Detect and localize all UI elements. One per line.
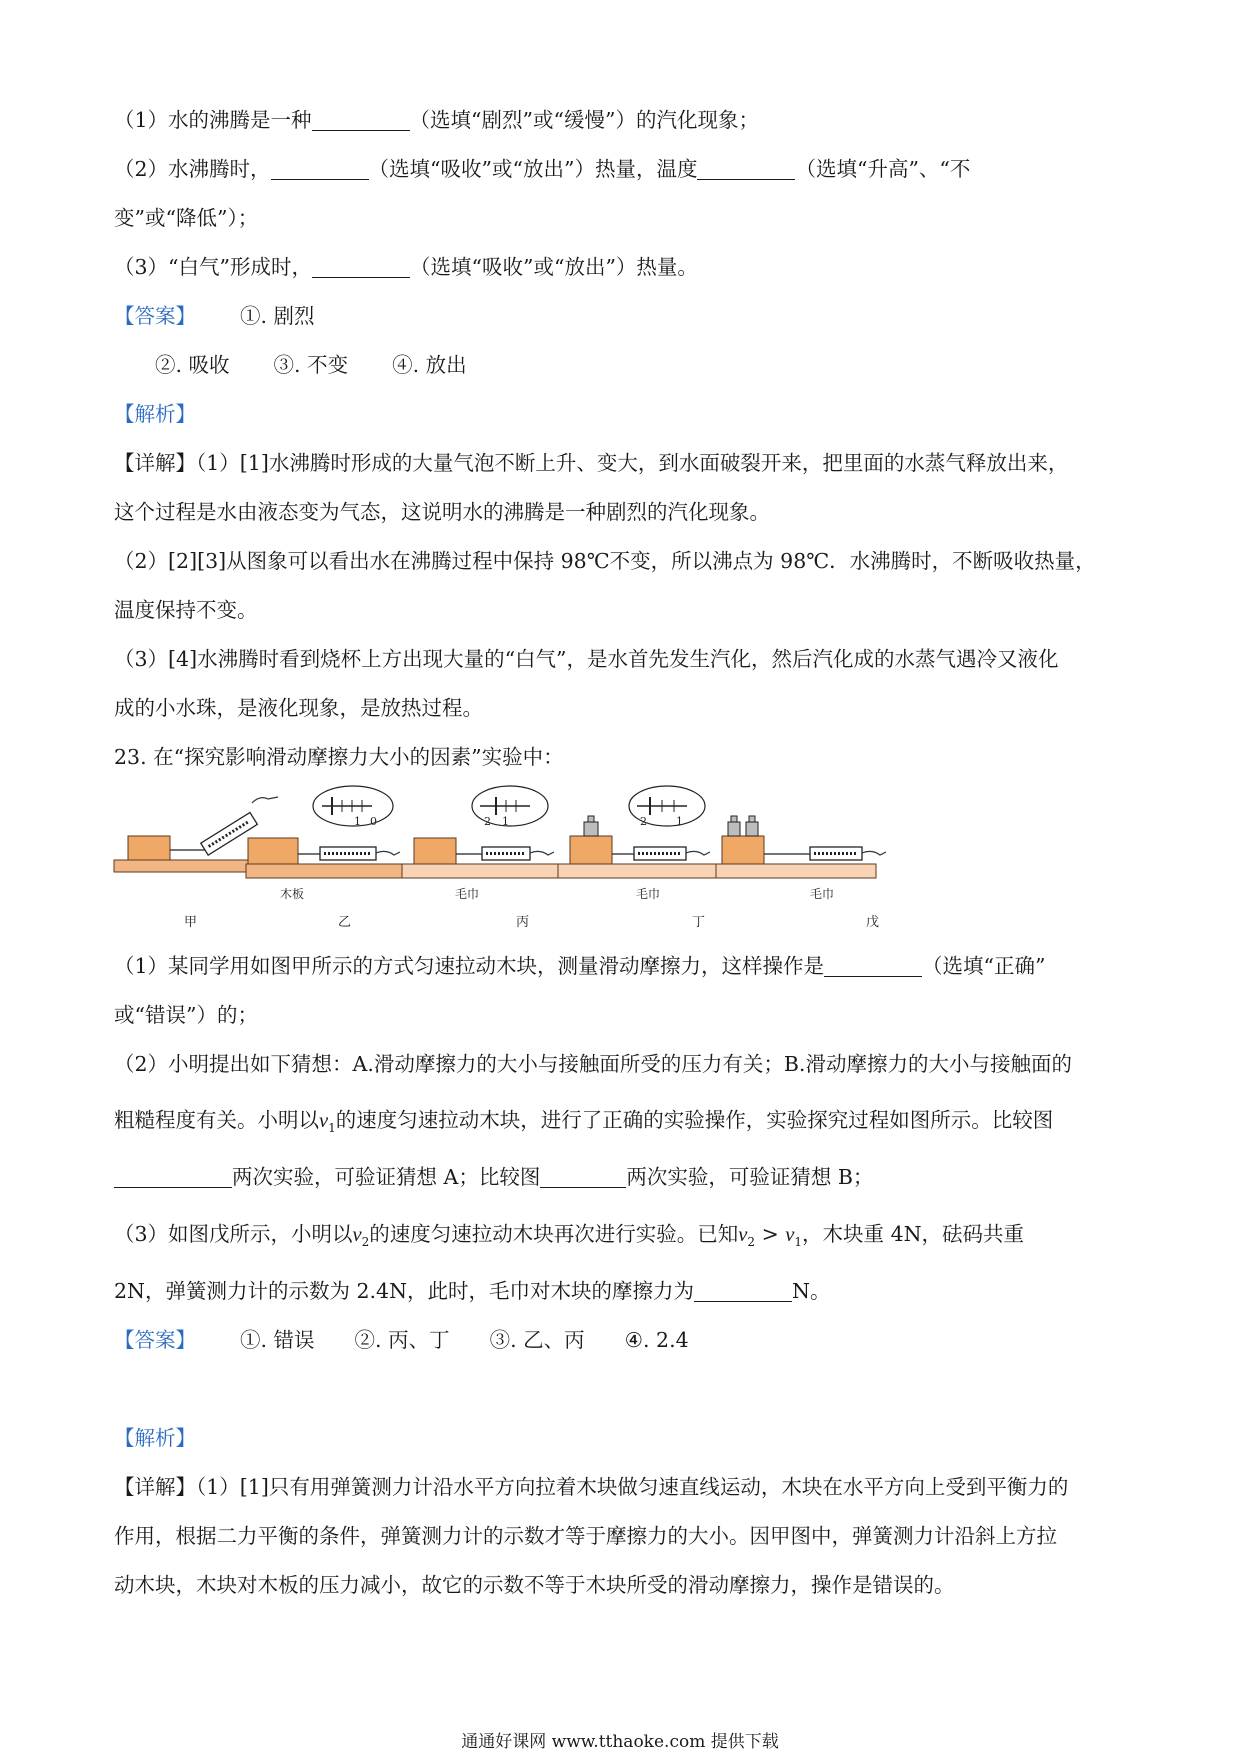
friction-experiment-figure xyxy=(110,780,990,940)
q23-detail1: 【详解】（1）[1]只有用弹簧测力计沿水平方向拉着木块做匀速直线运动，木块在水平方向上受到平衡力的 xyxy=(114,1475,1069,1499)
q23-sub3a: （3）如图戊所示，小明以$v_2$的速度匀速拉动木块再次进行实验。已知$v_2 > v_1$，木块重 4N，砝码共重 xyxy=(114,1222,1025,1250)
surface-label: 毛巾 xyxy=(455,887,480,901)
q23-sub1: （1）某同学用如图甲所示的方式匀速拉动木块，测量滑动摩擦力，这样操作是 （选填“正确” xyxy=(114,954,1046,978)
answer-blank[interactable] xyxy=(312,257,410,278)
scale-digit: 2 xyxy=(484,815,491,828)
q22-detail3b: 成的小水珠，是液化现象，是放热过程。 xyxy=(114,696,483,720)
q22-sub3: （3）“白气”形成时， （选填“吸收”或“放出”）热量。 xyxy=(114,255,698,279)
hand-icon xyxy=(376,851,400,855)
setup-wu xyxy=(716,816,886,878)
surface-label: 毛巾 xyxy=(810,887,835,901)
scale-digit: 1 xyxy=(502,815,509,828)
scale-digit: 2 xyxy=(640,815,647,828)
wooden-board xyxy=(246,864,404,878)
q22-sub2: （2）水沸腾时， （选填“吸收”或“放出”）热量，温度 （选填“升高”、“不 xyxy=(114,157,971,181)
towel-surface xyxy=(558,864,718,878)
answer-blank[interactable] xyxy=(694,1281,792,1302)
surface-label: 毛巾 xyxy=(636,887,661,901)
wooden-block xyxy=(414,838,456,864)
figure-caption: 乙 xyxy=(338,915,352,930)
weight-icon xyxy=(746,822,758,836)
wooden-block xyxy=(248,838,298,864)
hand-icon xyxy=(862,851,886,855)
q22-sub2-cont: 变”或“降低”）； xyxy=(114,206,259,230)
answer-blank[interactable] xyxy=(824,956,922,977)
answer-blank[interactable] xyxy=(114,1167,232,1188)
q22-analysis-tag: 【解析】 xyxy=(114,402,196,426)
wooden-block xyxy=(722,836,764,864)
q22-answer-cont: ②. 吸收 ③. 不变 ④. 放出 xyxy=(155,353,467,377)
figure-caption: 丙 xyxy=(516,915,530,930)
weight-icon xyxy=(584,822,598,836)
q23-answer: 【答案】 ①. 错误 ②. 丙、丁 ③. 乙、丙 ④. 2.4 xyxy=(114,1328,689,1352)
figure-caption: 丁 xyxy=(692,915,706,930)
q23-sub2a: （2）小明提出如下猜想：A.滑动摩擦力的大小与接触面所受的压力有关；B.滑动摩擦力的大小与接触面的 xyxy=(114,1052,1072,1076)
scale-digit: 1 xyxy=(676,815,683,828)
q22-detail3: （3）[4]水沸腾时看到烧杯上方出现大量的“白气”，是水首先发生汽化，然后汽化成的水蒸气遇冷又液化 xyxy=(114,647,1059,671)
q23-detail1c: 动木块，木块对木板的压力减小，故它的示数不等于木块所受的滑动摩擦力，操作是错误的。 xyxy=(114,1573,955,1597)
answer-blank[interactable] xyxy=(271,159,369,180)
hand-icon xyxy=(252,797,278,803)
scale-digit: 0 xyxy=(370,815,377,828)
setup-bing xyxy=(402,786,562,878)
page-footer: 通通好课网 www.tthaoke.com 提供下载 xyxy=(461,1732,779,1752)
setup-ding xyxy=(558,786,718,878)
q22-detail2b: 温度保持不变。 xyxy=(114,598,258,622)
wooden-block xyxy=(128,836,170,860)
setup-yi xyxy=(246,786,404,878)
weight-icon xyxy=(728,822,740,836)
answer-tag: 【答案】 xyxy=(114,1328,196,1352)
q23-detail1b: 作用，根据二力平衡的条件，弹簧测力计的示数才等于摩擦力的大小。因甲图中，弹簧测力计沿斜上方拉 xyxy=(114,1524,1057,1548)
answer-tag: 【答案】 xyxy=(114,304,196,328)
figure-caption: 甲 xyxy=(184,915,198,930)
hand-icon xyxy=(530,851,554,855)
q23-sub1-cont: 或“错误”）的； xyxy=(114,1003,258,1027)
hand-icon xyxy=(686,851,710,855)
q23-stem: 23. 在“探究影响滑动摩擦力大小的因素”实验中： xyxy=(114,745,564,769)
towel-surface xyxy=(402,864,562,878)
answer-blank[interactable] xyxy=(697,159,795,180)
q23-sub2c: 两次实验，可验证猜想 A；比较图 两次实验，可验证猜想 B； xyxy=(114,1163,873,1191)
surface-label: 木板 xyxy=(280,887,305,901)
q23-analysis-tag: 【解析】 xyxy=(114,1426,196,1450)
q22-detail2: （2）[2][3]从图象可以看出水在沸腾过程中保持 98℃不变，所以沸点为 98℃．水沸腾时，不断吸收热量， xyxy=(114,549,1096,573)
q22-sub1: （1）水的沸腾是一种 （选填“剧烈”或“缓慢”）的汽化现象； xyxy=(114,108,759,132)
scale-digit: 1 xyxy=(354,815,361,828)
figure-caption: 戊 xyxy=(866,915,880,930)
answer-blank[interactable] xyxy=(540,1167,626,1188)
towel-surface xyxy=(716,864,876,878)
q23-sub3b: 2N，弹簧测力计的示数为 2.4N，此时，毛巾对木块的摩擦力为 N。 xyxy=(114,1279,831,1303)
wooden-block xyxy=(570,836,612,864)
q22-answer: 【答案】 ①. 剧烈 xyxy=(114,304,315,328)
answer-blank[interactable] xyxy=(312,110,410,131)
q22-detail1b: 这个过程是水由液态变为气态，这说明水的沸腾是一种剧烈的汽化现象。 xyxy=(114,500,770,524)
wooden-board xyxy=(114,860,257,872)
q22-detail1: 【详解】（1）[1]水沸腾时形成的大量气泡不断上升、变大，到水面破裂开来，把里面的水蒸气释放出来， xyxy=(114,451,1069,475)
q23-sub2b: 粗糙程度有关。小明以$v_1$的速度匀速拉动木块，进行了正确的实验操作，实验探究过程如图所示。比较图 xyxy=(114,1108,1054,1136)
